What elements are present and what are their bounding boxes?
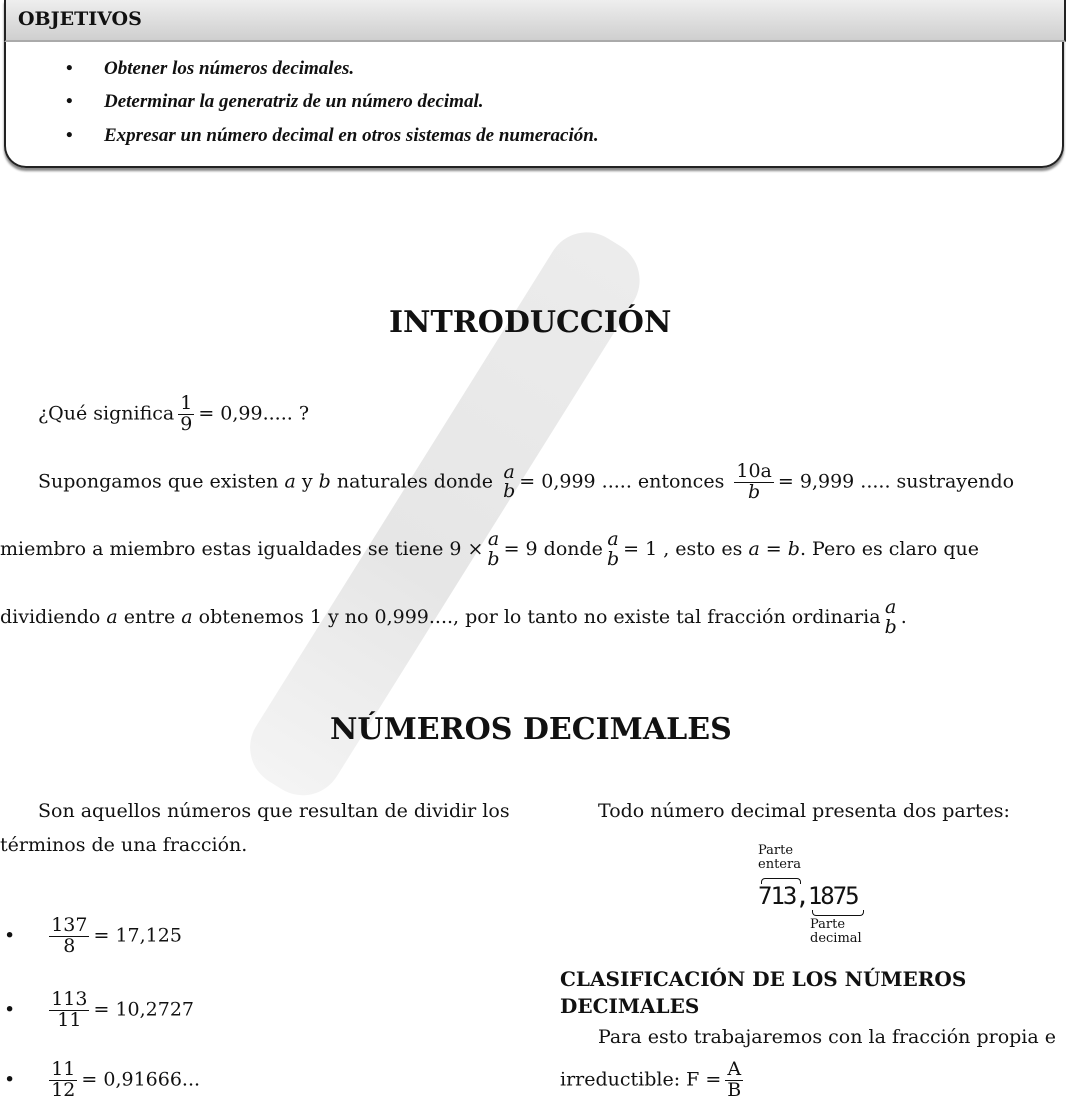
definition-text: términos de una fracción. (0, 834, 248, 856)
intro-paragraph-line: dividiendo a entre a obtenemos 1 y no 0,999...., por lo tanto no existe tal fracción ordinaria a b . (0, 596, 907, 638)
objectives-title: OBJETIVOS (18, 8, 142, 30)
example-item: • $\frac{113}{11}$ = 10,2727 (4, 988, 195, 1031)
example-item: • $\frac{11}{12}$ = 0,91666... (4, 1058, 201, 1101)
integer-part-label: Parte entera (758, 843, 801, 873)
definition-text: Son aquellos números que resultan de dividir los (38, 800, 510, 822)
intro-question: ¿Qué significa $\frac{1}{9}$ = 0,99..... ? (38, 392, 310, 435)
objective-item: • Determinar la generatriz de un número decimal. (66, 91, 484, 112)
decimals-heading: NÚMEROS DECIMALES (330, 712, 732, 747)
classification-heading: CLASIFICACIÓN DE LOS NÚMEROS DECIMALES (560, 967, 967, 1018)
intro-heading: INTRODUCCIÓN (389, 305, 672, 340)
objective-item: • Expresar un número decimal en otros sistemas de numeración. (66, 125, 599, 146)
brace-bottom (812, 910, 864, 916)
classification-text: Para esto trabajaremos con la fracción propia e (598, 1026, 1056, 1048)
parts-intro: Todo número decimal presenta dos partes: (598, 800, 1010, 822)
decimal-number: 713,1875 (758, 882, 858, 910)
objective-item: • Obtener los números decimales. (66, 58, 355, 79)
classification-text: irreductible: F = $\frac{A}{B}$ (560, 1058, 742, 1101)
example-item: • $\frac{137}{8}$ = 17,125 (4, 914, 182, 957)
decimal-part-label: Parte decimal (810, 917, 862, 947)
objectives-header (4, 0, 1066, 42)
intro-paragraph-line: Supongamos que existen a y b naturales donde a b = 0,999 ..... entonces $\frac{10a}{b}$ = 9,999 ..... sustrayendo (38, 460, 1015, 503)
intro-paragraph-line: miembro a miembro estas igualdades se tiene 9 × a b = 9 donde a b = 1 , esto es a = b. Pero es claro que (0, 528, 980, 570)
